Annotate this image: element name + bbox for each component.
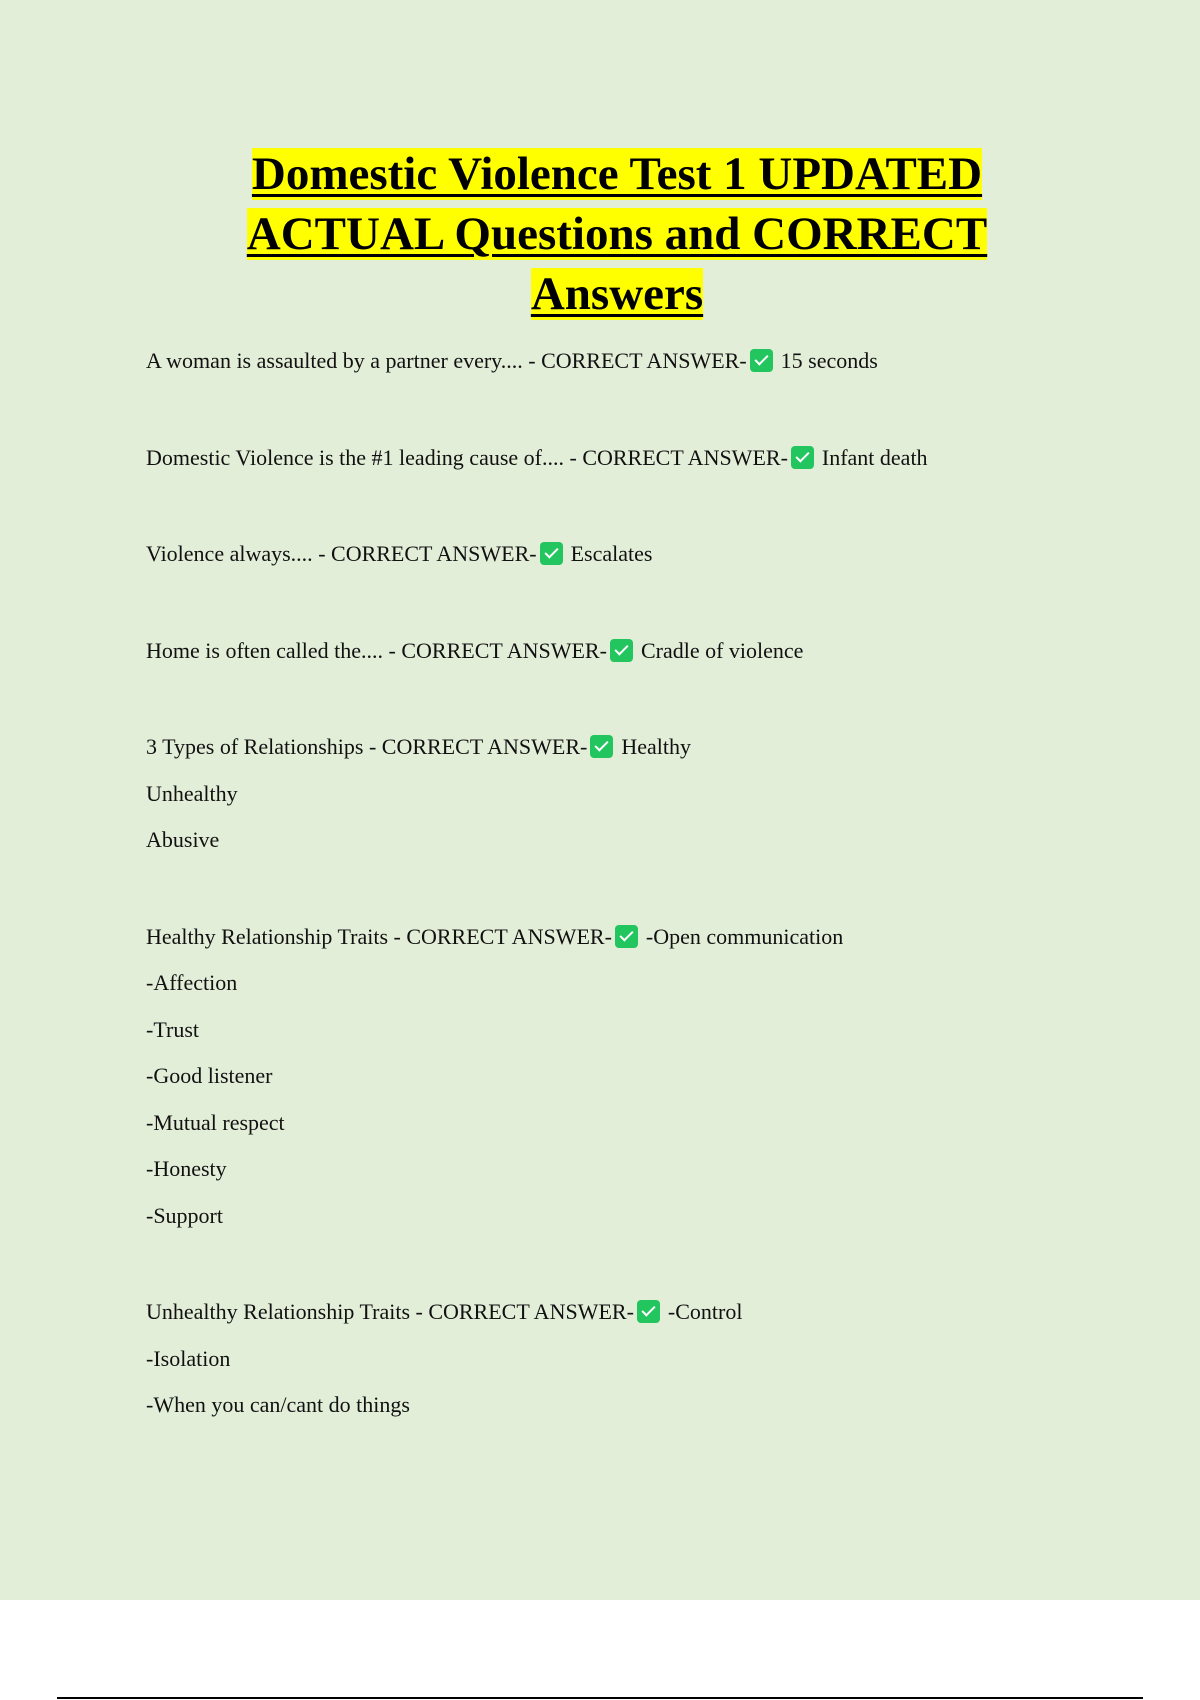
answer-line: Unhealthy	[146, 780, 238, 806]
answer-line: -When you can/cant do things	[146, 1392, 410, 1417]
qa-item	[146, 631, 1146, 678]
check-box-icon	[590, 735, 613, 758]
check-box-icon	[750, 349, 773, 372]
correct-answer-marker: - CORRECT ANSWER-	[569, 444, 788, 470]
question-text: Domestic Violence is the #1 leading cause of....	[146, 444, 564, 470]
answer-text: Healthy	[621, 734, 691, 759]
answer-text: Infant death	[821, 444, 928, 470]
footer-rule	[57, 1697, 1143, 1699]
qa-item	[146, 438, 1146, 485]
question-line	[146, 534, 1146, 581]
question-text: 3 Types of Relationships	[146, 734, 364, 759]
question-line	[146, 341, 1146, 388]
check-box-icon	[615, 925, 638, 948]
correct-answer-marker: - CORRECT ANSWER-	[528, 348, 747, 373]
question-text: Violence always....	[146, 541, 313, 566]
check-box-icon	[540, 542, 563, 565]
answer-text: 15 seconds	[780, 348, 878, 373]
check-box-icon	[791, 446, 814, 469]
question-text: Unhealthy Relationship Traits	[146, 1299, 410, 1324]
answer-line: -Isolation	[146, 1345, 231, 1371]
correct-answer-marker: - CORRECT ANSWER-	[368, 734, 588, 759]
correct-answer-marker: - CORRECT ANSWER-	[393, 923, 612, 949]
answer-text: Escalates	[570, 541, 653, 566]
answer-line: -Mutual respect	[146, 1109, 285, 1135]
question-text: Healthy Relationship Traits	[146, 923, 388, 949]
page-title	[200, 144, 1034, 324]
answer-text: -Control	[667, 1299, 743, 1324]
question-line	[146, 438, 1146, 485]
qa-item	[146, 727, 1146, 867]
answer-line: -Trust	[146, 1016, 199, 1042]
answer-line: Abusive	[146, 827, 220, 852]
question-line	[146, 631, 1146, 678]
question-text: A woman is assaulted by a partner every....	[146, 348, 523, 373]
qa-item	[146, 341, 1146, 388]
question-line	[146, 917, 1146, 964]
question-line	[146, 727, 1146, 774]
qa-list	[146, 341, 1146, 1482]
qa-item	[146, 534, 1146, 581]
answer-line: -Support	[146, 1202, 223, 1228]
check-box-icon	[637, 1300, 660, 1323]
correct-answer-marker: - CORRECT ANSWER-	[388, 637, 607, 663]
answer-text: Cradle of violence	[640, 637, 804, 663]
answer-line: -Good listener	[146, 1063, 273, 1088]
page-title-text: Domestic Violence Test 1 UPDATED ACTUAL Questions and CORRECT Answers	[246, 148, 988, 320]
check-box-icon	[610, 639, 633, 662]
question-text: Home is often called the....	[146, 637, 384, 663]
answer-line: -Honesty	[146, 1156, 227, 1181]
answer-text: -Open communication	[645, 923, 844, 949]
question-line	[146, 1292, 1146, 1339]
correct-answer-marker: - CORRECT ANSWER-	[415, 1299, 634, 1324]
answer-line: -Affection	[146, 970, 238, 995]
qa-item	[146, 1292, 1146, 1432]
correct-answer-marker: - CORRECT ANSWER-	[318, 541, 537, 566]
qa-item	[146, 917, 1146, 1243]
